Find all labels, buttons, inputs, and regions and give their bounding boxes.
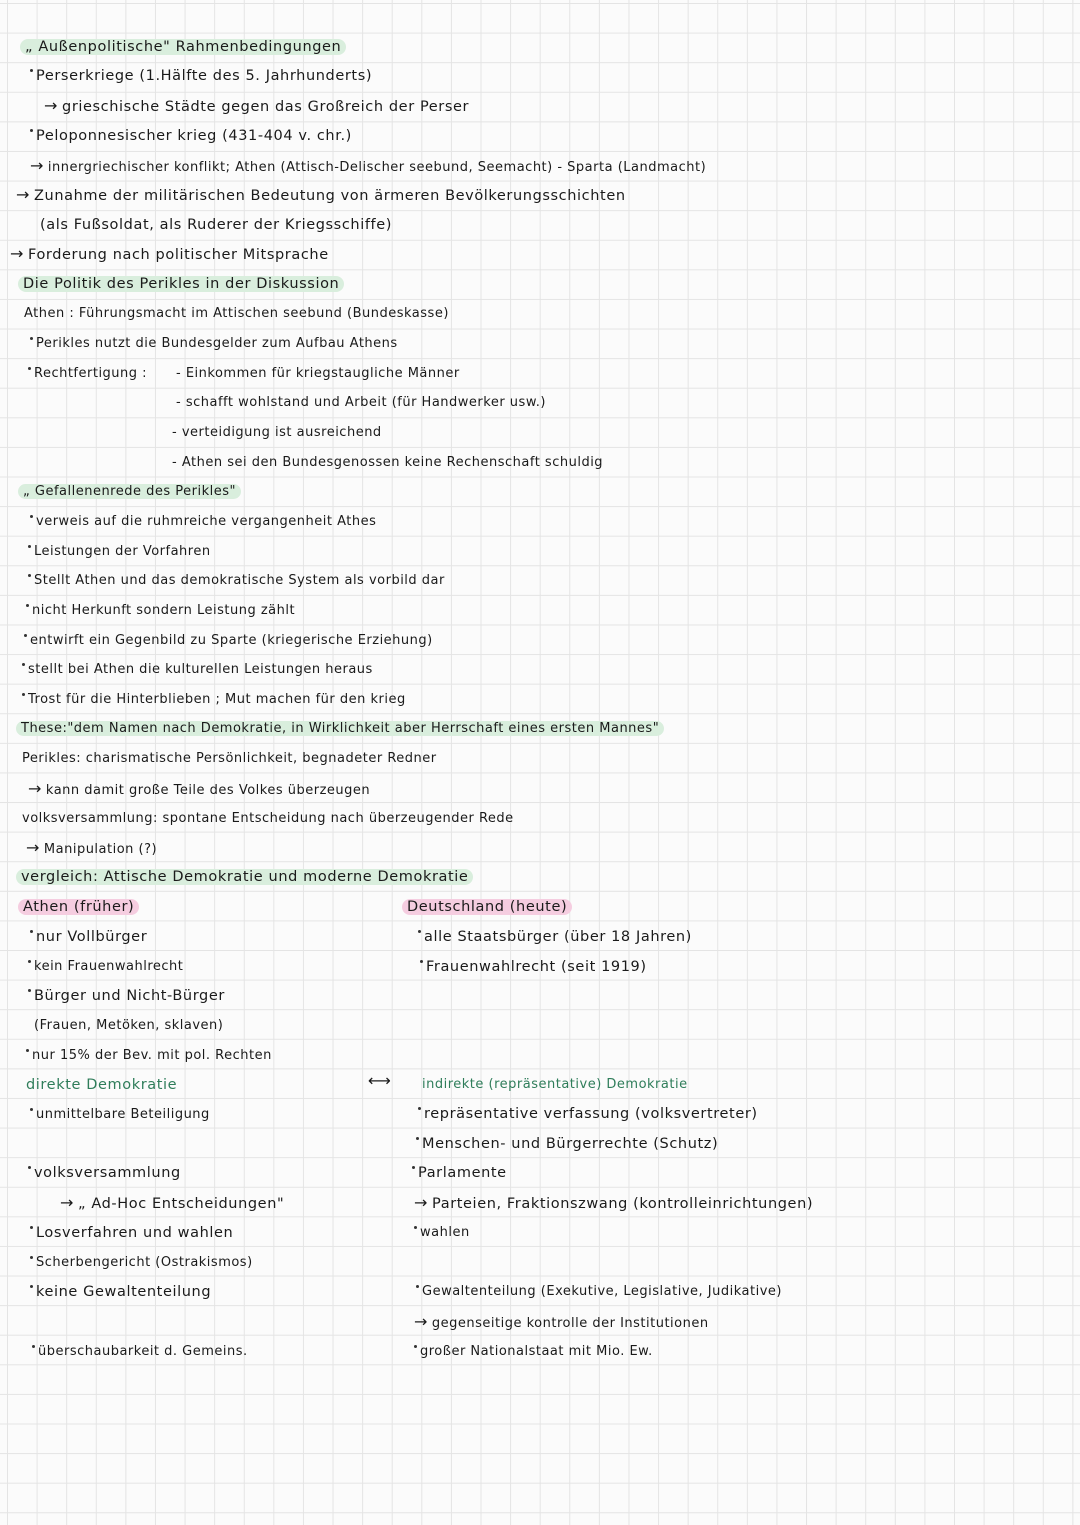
note-line: Losverfahren und wahlen <box>30 1223 233 1243</box>
note-line: volksversammlung <box>28 1163 181 1183</box>
note-line: → grieschische Städte gegen das Großreich der Perser <box>44 96 470 115</box>
note-line: → gegenseitige kontrolle der Institutionen <box>414 1312 709 1331</box>
note-line: nur Vollbürger <box>30 927 147 947</box>
note-line: Perikles nutzt die Bundesgelder zum Aufbau Athens <box>30 334 398 354</box>
note-line: Scherbengericht (Ostrakismos) <box>30 1253 253 1273</box>
note-line: verweis auf die ruhmreiche vergangenheit Athes <box>30 512 376 532</box>
note-line: Perikles: charismatische Persönlichkeit, begnadeter Redner <box>22 751 437 766</box>
arrow-icon: → <box>44 96 59 115</box>
note-line: → Manipulation (?) <box>26 838 158 857</box>
note-line: indirekte (repräsentative) Demokratie <box>422 1077 688 1092</box>
note-line: direkte Demokratie <box>26 1077 178 1093</box>
note-line: überschaubarkeit d. Gemeins. <box>32 1342 248 1362</box>
note-line: (als Fußsoldat, als Ruderer der Kriegsschiffe) <box>40 217 393 233</box>
arrow-icon: → <box>30 156 44 175</box>
note-line: - schafft wohlstand und Arbeit (für Handwerker usw.) <box>176 395 546 410</box>
note-line: - Einkommen für kriegstaugliche Männer <box>176 366 460 381</box>
note-line: Perserkriege (1.Hälfte des 5. Jahrhunderts) <box>30 66 372 86</box>
note-line: nur 15% der Bev. mit pol. Rechten <box>26 1046 272 1066</box>
heading-these: These:"dem Namen nach Demokratie, in Wirklichkeit aber Herrschaft eines ersten Mannes" <box>16 719 664 739</box>
note-line: großer Nationalstaat mit Mio. Ew. <box>414 1342 653 1362</box>
note-line: Frauenwahlrecht (seit 1919) <box>420 957 647 977</box>
note-line: → Forderung nach politischer Mitsprache <box>10 244 329 263</box>
note-line: Menschen- und Bürgerrechte (Schutz) <box>416 1134 718 1154</box>
note-line: Bürger und Nicht-Bürger <box>28 986 225 1006</box>
note-line: Parlamente <box>412 1163 507 1183</box>
column-title-athen: Athen (früher) <box>18 897 139 917</box>
heading-vergleich: vergleich: Attische Demokratie und moderne Demokratie <box>16 867 473 887</box>
note-line: stellt bei Athen die kulturellen Leistungen heraus <box>22 660 373 680</box>
note-line: - Athen sei den Bundesgenossen keine Rechenschaft schuldig <box>172 455 604 470</box>
note-line: keine Gewaltenteilung <box>30 1282 211 1302</box>
note-line: volksversammlung: spontane Entscheidung nach überzeugender Rede <box>22 811 514 826</box>
note-line: Peloponnesischer krieg (431-404 v. chr.) <box>30 126 352 146</box>
note-line: → Zunahme der militärischen Bedeutung von ärmeren Bevölkerungsschichten <box>16 185 626 204</box>
column-title-deutschland: Deutschland (heute) <box>402 897 572 917</box>
arrow-icon: → <box>414 1193 429 1212</box>
note-line: → kann damit große Teile des Volkes überzeugen <box>28 779 371 798</box>
arrow-icon: → <box>28 779 42 798</box>
arrow-icon: → <box>60 1193 75 1212</box>
note-line: → Parteien, Fraktionszwang (kontrolleinrichtungen) <box>414 1193 814 1212</box>
note-line: Rechtfertigung : <box>28 364 147 384</box>
note-line: entwirft ein Gegenbild zu Sparte (kriegerische Erziehung) <box>24 631 433 651</box>
heading-perikles-politik: Die Politik des Perikles in der Diskussion <box>18 274 344 294</box>
note-line: → „ Ad-Hoc Entscheidungen" <box>60 1193 285 1212</box>
note-line: kein Frauenwahlrecht <box>28 957 183 977</box>
note-line: (Frauen, Metöken, sklaven) <box>34 1018 224 1033</box>
arrow-icon: → <box>414 1312 428 1331</box>
arrow-icon: → <box>16 185 31 204</box>
note-line: alle Staatsbürger (über 18 Jahren) <box>418 927 692 947</box>
arrow-icon: → <box>10 244 25 263</box>
double-arrow-icon: ⟷ <box>368 1071 391 1090</box>
note-line: Athen : Führungsmacht im Attischen seebund (Bundeskasse) <box>24 306 449 321</box>
note-line: Trost für die Hinterblieben ; Mut machen für den krieg <box>22 690 406 710</box>
arrow-icon: → <box>26 838 40 857</box>
note-line: repräsentative verfassung (volksvertreter) <box>418 1104 758 1124</box>
note-line: Stellt Athen und das demokratische System als vorbild dar <box>28 571 445 591</box>
heading-aussenpolitik: „ Außenpolitische" Rahmenbedingungen <box>20 37 346 57</box>
note-line: Leistungen der Vorfahren <box>28 542 211 562</box>
note-line: Gewaltenteilung (Exekutive, Legislative, Judikative) <box>416 1282 782 1302</box>
note-line: - verteidigung ist ausreichend <box>172 425 382 440</box>
note-line: → innergriechischer konflikt; Athen (Attisch-Delischer seebund, Seemacht) - Sparta (Landmacht) <box>30 156 707 175</box>
note-line: unmittelbare Beteiligung <box>30 1105 210 1125</box>
note-line: wahlen <box>414 1223 470 1243</box>
heading-gefallenenrede: „ Gefallenenrede des Perikles" <box>18 482 241 502</box>
note-line: nicht Herkunft sondern Leistung zählt <box>26 601 295 621</box>
